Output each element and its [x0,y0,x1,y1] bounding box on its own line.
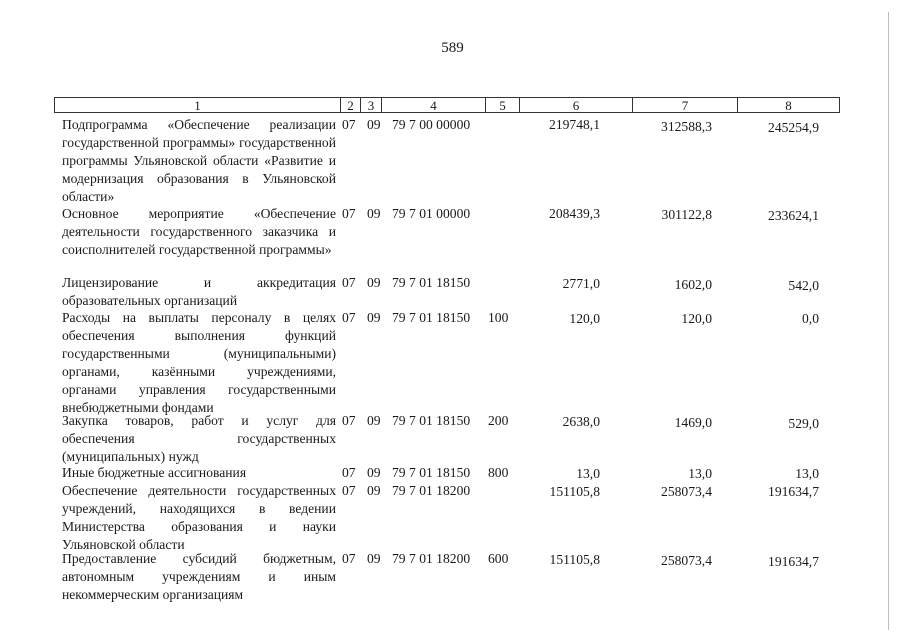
row-amount-col6: 2771,0 [562,276,600,291]
row-target-article: 79 7 01 18150 [392,275,471,290]
row-amount-col7: 13,0 [688,466,712,481]
row-amount-col6: 120,0 [569,311,600,326]
row-name: Лицензирование и аккредитация образовательных организаций [62,275,336,308]
row-amount-col7: 1469,0 [674,415,712,430]
row-section: 07 [342,465,356,480]
row-expense-type: 800 [488,465,509,480]
row-amount-col8: 0,0 [802,311,819,326]
page-border [888,12,889,630]
row-subsection: 09 [367,413,381,428]
row-section: 07 [342,413,356,428]
row-name: Предоставление субсидий бюджетным, автономным учреждениям и иным некоммерческим организациям [62,551,336,602]
row-expense-type: 100 [488,310,509,325]
row-amount-col7: 258073,4 [661,553,712,568]
row-name: Обеспечение деятельности государственных учреждений, находящихся в ведении Министерства образования и науки Ульяновской области [62,483,336,552]
header-col-8: 8 [737,98,839,112]
row-target-article: 79 7 01 18200 [392,551,471,566]
row-section: 07 [342,483,356,498]
table-header [54,97,840,113]
row-amount-col8: 233624,1 [768,208,819,223]
row-amount-col6: 151105,8 [549,484,600,499]
row-expense-type: 600 [488,551,509,566]
header-col-5: 5 [485,98,519,112]
row-name: Иные бюджетные ассигнования [62,465,247,480]
row-section: 07 [342,310,356,325]
header-col-2: 2 [340,98,360,112]
row-amount-col7: 258073,4 [661,484,712,499]
row-amount-col6: 219748,1 [549,117,600,132]
row-target-article: 79 7 01 18150 [392,413,471,428]
header-col-4: 4 [381,98,485,112]
row-amount-col8: 542,0 [788,278,819,293]
row-amount-col8: 245254,9 [768,120,819,135]
row-section: 07 [342,206,356,221]
row-section: 07 [342,275,356,290]
header-col-1: 1 [194,98,201,113]
row-target-article: 79 7 01 18150 [392,465,471,480]
row-target-article: 79 7 01 00000 [392,206,471,221]
row-name: Расходы на выплаты персоналу в целях обеспечения выполнения функций государственными (муниципальными) органами, казёнными учреждениями, органами управления государственными внебюджетными фондами [62,310,336,415]
header-col-6: 6 [519,98,632,112]
row-subsection: 09 [367,275,381,290]
row-amount-col6: 13,0 [576,466,600,481]
row-amount-col6: 208439,3 [549,206,600,221]
row-amount-col6: 151105,8 [549,552,600,567]
row-name: Основное мероприятие «Обеспечение деятельности государственного заказчика и соисполнителей государственной программы» [62,206,336,257]
row-amount-col7: 312588,3 [661,119,712,134]
row-amount-col8: 529,0 [788,416,819,431]
row-subsection: 09 [367,206,381,221]
row-amount-col8: 13,0 [795,466,819,481]
row-name: Подпрограмма «Обеспечение реализации государственной программы» государственной программы Ульяновской области «Развитие и модернизация образования в Ульяновской области» [62,117,336,204]
header-col-3: 3 [360,98,381,112]
row-amount-col7: 120,0 [681,311,712,326]
row-amount-col7: 1602,0 [674,277,712,292]
row-section: 07 [342,117,356,132]
row-subsection: 09 [367,551,381,566]
row-section: 07 [342,551,356,566]
row-amount-col8: 191634,7 [768,554,819,569]
row-subsection: 09 [367,310,381,325]
row-expense-type: 200 [488,413,509,428]
row-amount-col7: 301122,8 [661,207,712,222]
row-target-article: 79 7 01 18200 [392,483,471,498]
row-subsection: 09 [367,483,381,498]
row-target-article: 79 7 00 00000 [392,117,471,132]
row-amount-col6: 2638,0 [562,414,600,429]
header-col-7: 7 [632,98,737,112]
row-subsection: 09 [367,117,381,132]
row-name: Закупка товаров, работ и услуг для обеспечения государственных (муниципальных) нужд [62,413,336,464]
row-amount-col8: 191634,7 [768,484,819,499]
page-number: 589 [441,40,464,56]
row-subsection: 09 [367,465,381,480]
row-target-article: 79 7 01 18150 [392,310,471,325]
